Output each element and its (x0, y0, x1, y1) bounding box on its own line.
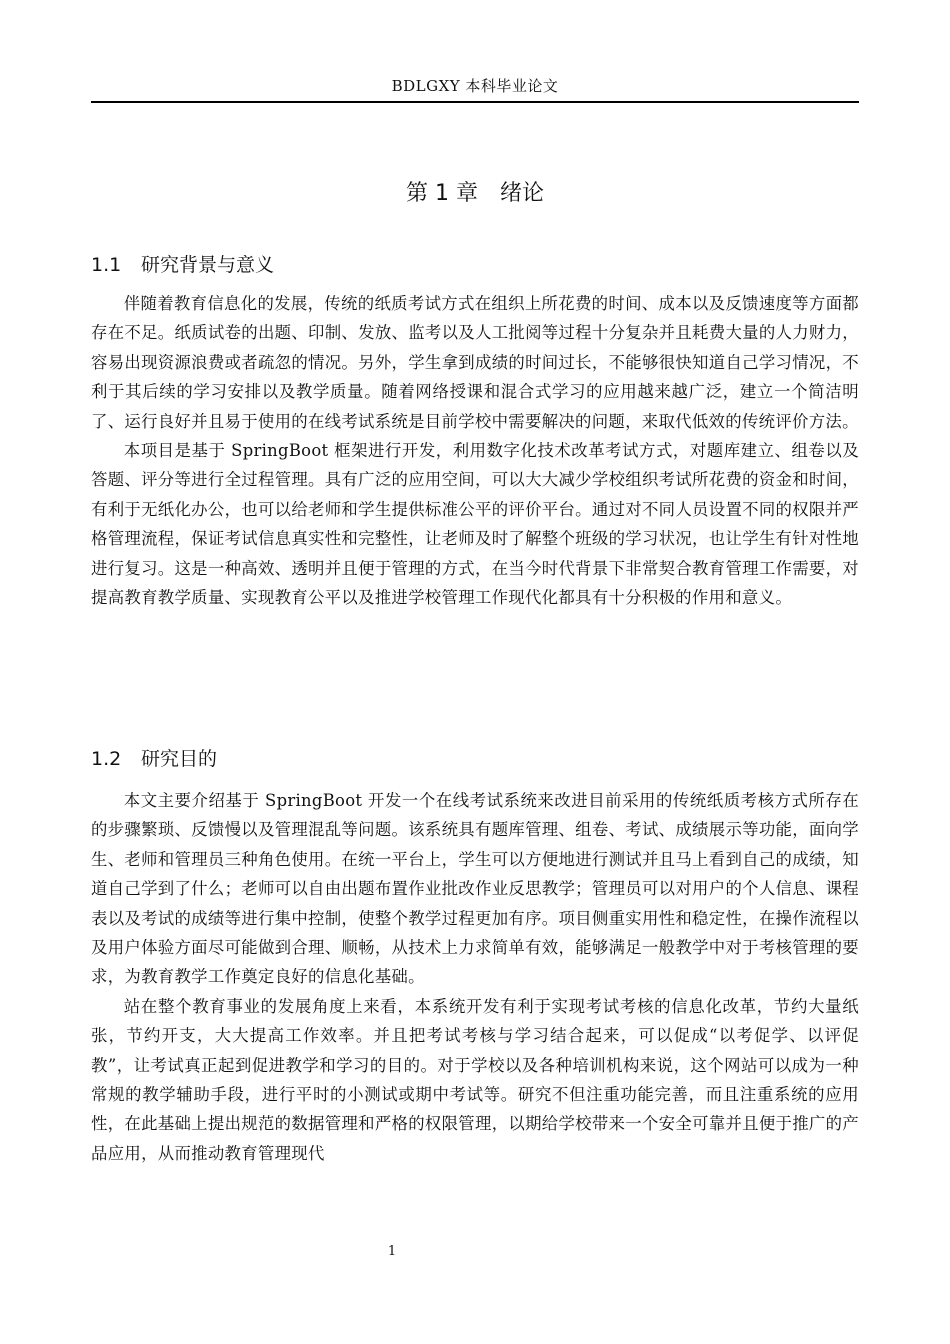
paragraph: 伴随着教育信息化的发展，传统的纸质考试方式在组织上所花费的时间、成本以及反馈速度等方面都存在不足。纸质试卷的出题、印制、发放、监考以及人工批阅等过程十分复杂并且耗费大量的人力财力，容易出现资源浪费或者疏忽的情况。另外，学生拿到成绩的时间过长，不能够很快知道自己学习情况，不利于其后续的学习安排以及教学质量。随着网络授课和混合式学习的应用越来越广泛，建立一个简洁明了、运行良好并且易于使用的在线考试系统是目前学校中需要解决的问题，来取代低效的传统评价方法。 (91, 294, 859, 431)
running-header-title: BDLGXY 本科毕业论文 (391, 77, 559, 95)
paragraph: 本文主要介绍基于 SpringBoot 开发一个在线考试系统来改进目前采用的传统纸质考核方式所存在的步骤繁琐、反馈慢以及管理混乱等问题。该系统具有题库管理、组卷、考试、成绩展示等功能，面向学生、老师和管理员三种角色使用。在统一平台上，学生可以方便地进行测试并且马上看到自己的成绩，知道自己学到了什么；老师可以自由出题布置作业批改作业反思教学；管理员可以对用户的个人信息、课程表以及考试的成绩等进行集中控制，使整个教学过程更加有序。项目侧重实用性和稳定性，在操作流程以及用户体验方面尽可能做到合理、顺畅，从技术上力求简单有效，能够满足一般教学中对于考核管理的要求，为教育教学工作奠定良好的信息化基础。 (91, 791, 859, 987)
section-1-1-body (91, 289, 859, 612)
section-title: 研究背景与意义 (141, 254, 275, 276)
section-number: 1.2 (91, 748, 122, 770)
running-header (91, 74, 859, 103)
section-heading-1-1 (91, 250, 274, 280)
section-1-2-body (91, 786, 859, 1168)
section-heading-1-2 (91, 744, 217, 774)
paragraph: 站在整个教育事业的发展角度上来看，本系统开发有利于实现考试考核的信息化改革，节约大量纸张，节约开支，大大提高工作效率。并且把考试考核与学习结合起来，可以促成“以考促学、以评促教”，让考试真正起到促进教学和学习的目的。对于学校以及各种培训机构来说，这个网站可以成为一种常规的教学辅助手段，进行平时的小测试或期中考试等。研究不但注重功能完善，而且注重系统的应用性，在此基础上提出规范的数据管理和严格的权限管理，以期给学校带来一个安全可靠并且便于推广的产品应用，从而推动教育管理现代 (91, 996, 859, 1163)
chapter-title: 第 1 章 绪论 (406, 181, 544, 206)
section-number: 1.1 (91, 254, 122, 276)
page-number: 1 (387, 1244, 397, 1259)
paragraph: 本项目是基于 SpringBoot 框架进行开发，利用数字化技术改革考试方式，对题库建立、组卷以及答题、评分等进行全过程管理。具有广泛的应用空间，可以大大减少学校组织考试所花费的资金和时间，有利于无纸化办公，也可以给老师和学生提供标准公平的评价平台。通过对不同人员设置不同的权限并严格管理流程，保证考试信息真实性和完整性，让老师及时了解整个班级的学习状况，也让学生有针对性地进行复习。这是一种高效、透明并且便于管理的方式，在当今时代背景下非常契合教育管理工作需要，对提高教育教学质量、实现教育公平以及推进学校管理工作现代化都具有十分积极的作用和意义。 (91, 441, 859, 608)
section-title: 研究目的 (141, 748, 218, 770)
